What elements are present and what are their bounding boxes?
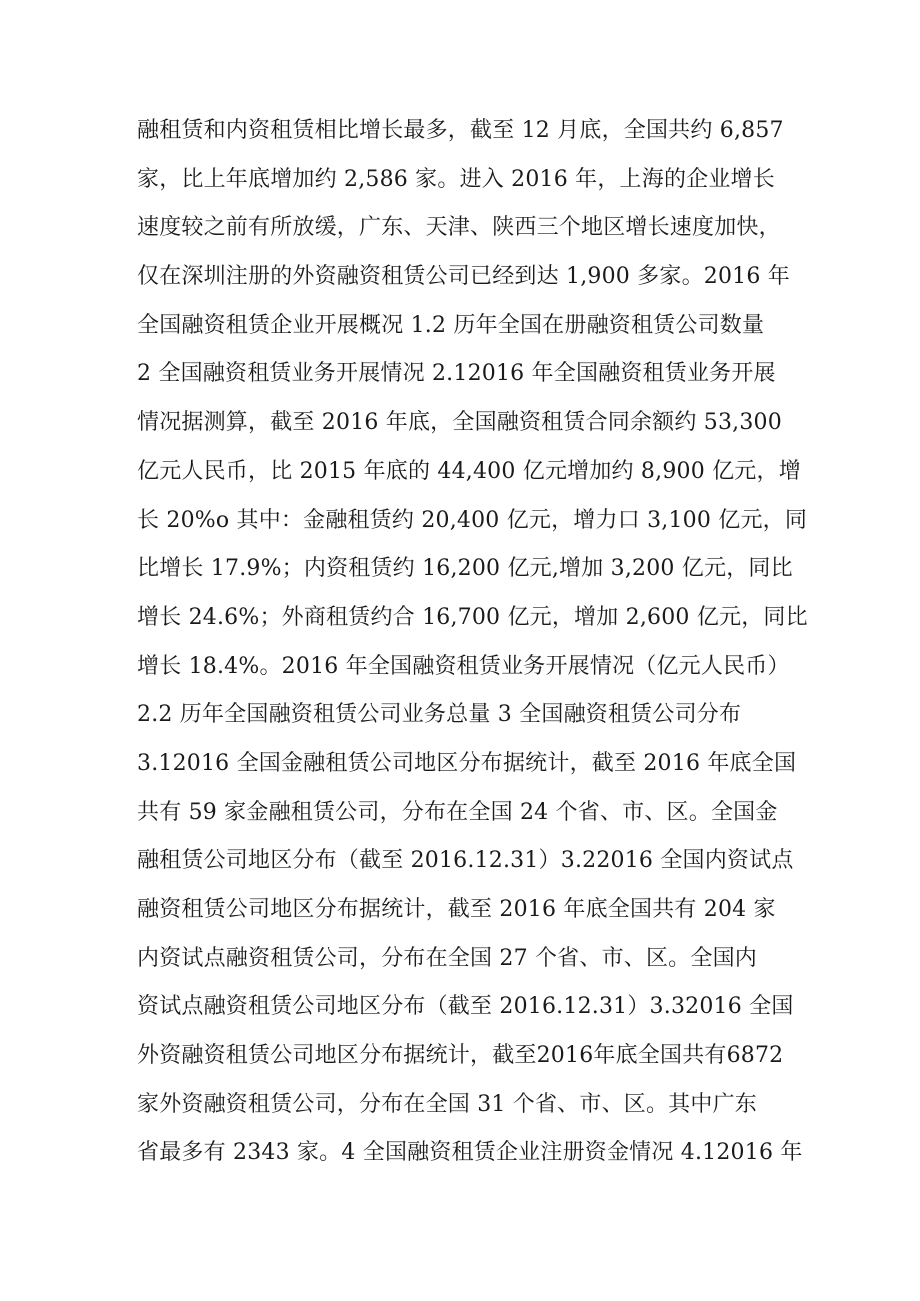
text-line: 资试点融资租赁公司地区分布（截至 2016.12.31）3.32016 全国 [137, 994, 794, 1020]
text-line: 省最多有 2343 家。4 全国融资租赁企业注册资金情况 4.12016 年 [137, 1140, 803, 1166]
text-line: 情况据测算，截至 2016 年底，全国融资租赁合同余额约 53,300 [137, 410, 782, 436]
text-line: 全国融资租赁企业开展概况 1.2 历年全国在册融资租赁公司数量 [137, 312, 765, 338]
text-line: 融租赁公司地区分布（截至 2016.12.31）3.22016 全国内资试点 [137, 848, 794, 874]
text-line: 共有 59 家金融租赁公司，分布在全国 24 个省、市、区。全国金 [137, 799, 778, 825]
text-line: 融资租赁公司地区分布据统计，截至 2016 年底全国共有 204 家 [137, 897, 776, 922]
text-line: 内资试点融资租赁公司，分布在全国 27 个省、市、区。全国内 [137, 945, 757, 971]
text-line: 长 20%o 其中：金融租赁约 20,400 亿元，增力口 3,100 亿元，同 [137, 507, 808, 533]
text-line: 增长 18.4%。2016 年全国融资租赁业务开展情况（亿元人民币） [137, 653, 790, 679]
text-line: 家外资融资租赁公司，分布在全国 31 个省、市、区。其中广东 [137, 1091, 757, 1117]
text-line: 家，比上年底增加约 2,586 家。进入 2016 年，上海的企业增长 [137, 166, 775, 192]
text-line: 速度较之前有所放缓，广东、天津、陕西三个地区增长速度加快， [137, 215, 781, 241]
text-line: 比增长 17.9%；内资租赁约 16,200 亿元,增加 3,200 亿元，同比 [137, 556, 793, 582]
text-line: 增长 24.6%；外商租赁约合 16,700 亿元，增加 2,600 亿元，同比 [137, 604, 808, 630]
text-line: 3.12016 全国金融租赁公司地区分布据统计，截至 2016 年底全国 [137, 750, 797, 776]
text-line: 亿元人民币，比 2015 年底的 44,400 亿元增加约 8,900 亿元，增 [137, 458, 801, 484]
text-line: 外资融资租赁公司地区分布据统计，截至2016年底全国共有6872 [137, 1043, 784, 1069]
text-line: 2.2 历年全国融资租赁公司业务总量 3 全国融资租赁公司分布 [137, 702, 742, 728]
text-line: 融租赁和内资租赁相比增长最多，截至 12 月底，全国共约 6,857 [137, 118, 784, 143]
text-line: 仅在深圳注册的外资融资租赁公司已经到达 1,900 多家。2016 年 [137, 264, 790, 290]
text-line: 2 全国融资租赁业务开展情况 2.12016 年全国融资租赁业务开展 [137, 361, 776, 387]
body-text [137, 107, 817, 1178]
